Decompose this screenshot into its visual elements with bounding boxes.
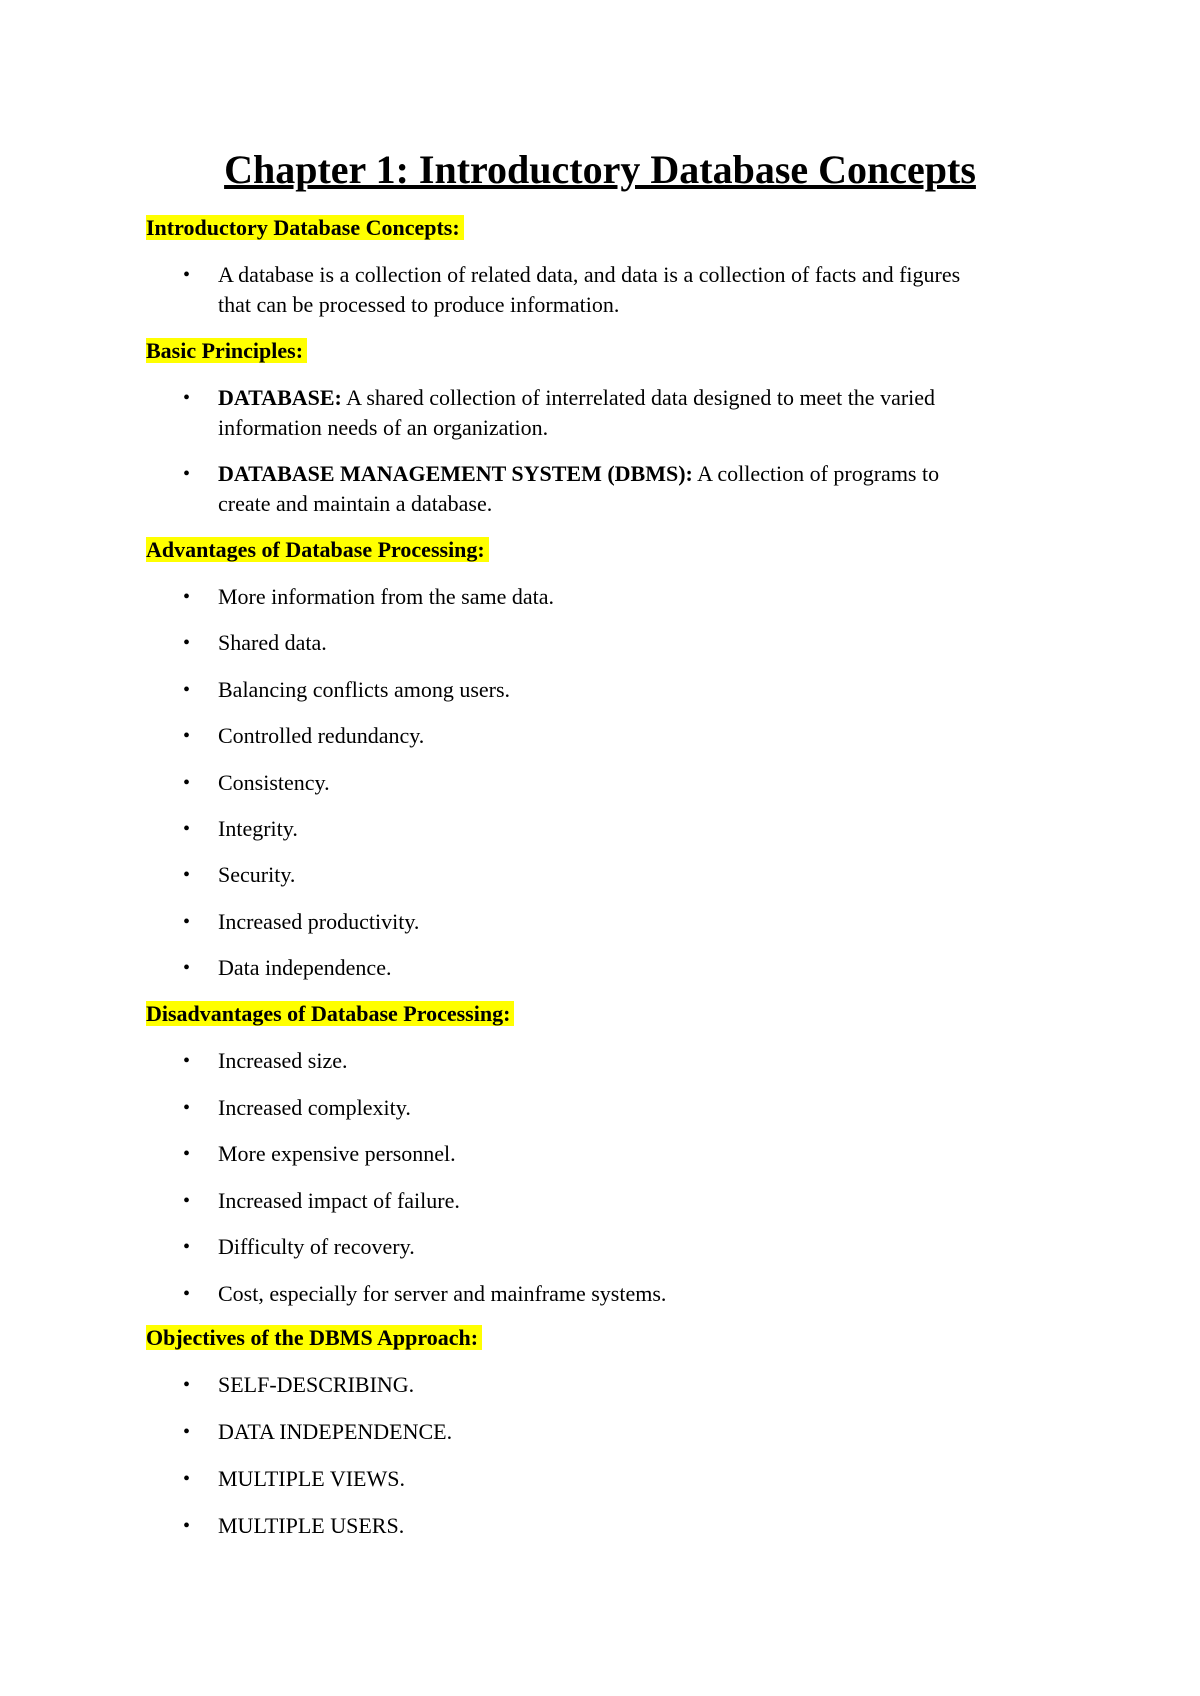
list-item-text: Data independence.	[218, 955, 392, 980]
list-item-text: Difficulty of recovery.	[218, 1234, 415, 1259]
bullet-icon: •	[183, 1143, 191, 1165]
section-heading-intro	[146, 214, 464, 242]
bullet-icon: •	[183, 1468, 191, 1490]
list-item-text: Increased size.	[218, 1048, 348, 1073]
list-item-text: DATA INDEPENDENCE.	[218, 1419, 453, 1444]
bullet-icon: •	[183, 1515, 191, 1537]
section-heading-objectives	[146, 1324, 482, 1352]
list-item-text: Increased complexity.	[218, 1095, 411, 1120]
list-item-text: MULTIPLE USERS.	[218, 1513, 405, 1538]
list-item-text: Cost, especially for server and mainframe systems.	[218, 1281, 667, 1306]
bullet-icon: •	[183, 264, 191, 286]
list-item-text: Controlled redundancy.	[218, 723, 425, 748]
section-heading-basic	[146, 337, 307, 365]
list-item-text: Increased impact of failure.	[218, 1188, 460, 1213]
list-item-text: A collection of programs to	[692, 461, 940, 486]
term-label: DATABASE MANAGEMENT SYSTEM (DBMS):	[218, 461, 693, 486]
bullet-icon: •	[183, 957, 191, 979]
bullet-icon: •	[183, 1097, 191, 1119]
bullet-icon: •	[183, 818, 191, 840]
bullet-icon: •	[183, 1421, 191, 1443]
list-item-text: More information from the same data.	[218, 584, 555, 609]
section-heading-objectives-label: Objectives of the DBMS Approach:	[146, 1325, 482, 1350]
bullet-icon: •	[183, 864, 191, 886]
bullet-icon: •	[183, 463, 191, 485]
section-heading-disadvantages	[146, 1000, 514, 1028]
bullet-icon: •	[183, 679, 191, 701]
list-item-text: Consistency.	[218, 770, 330, 795]
bullet-icon: •	[183, 1190, 191, 1212]
bullet-icon: •	[183, 1283, 191, 1305]
bullet-icon: •	[183, 725, 191, 747]
list-item-text: A database is a collection of related data, and data is a collection of facts and figures	[218, 262, 961, 287]
term-label: DATABASE:	[218, 385, 342, 410]
list-item-text: Security.	[218, 862, 296, 887]
page-title: Chapter 1: Introductory Database Concepts	[224, 147, 976, 192]
bullet-icon: •	[183, 632, 191, 654]
list-item-text: Integrity.	[218, 816, 298, 841]
bullet-icon: •	[183, 586, 191, 608]
list-item-text: Balancing conflicts among users.	[218, 677, 511, 702]
bullet-icon: •	[183, 387, 191, 409]
bullet-icon: •	[183, 772, 191, 794]
list-item-text: SELF-DESCRIBING.	[218, 1372, 415, 1397]
list-item-continuation: that can be processed to produce information.	[218, 292, 620, 317]
list-item-continuation: create and maintain a database.	[218, 491, 493, 516]
section-heading-disadvantages-label: Disadvantages of Database Processing:	[146, 1001, 514, 1026]
section-heading-advantages	[146, 536, 489, 564]
bullet-icon: •	[183, 1374, 191, 1396]
list-item-text: A shared collection of interrelated data designed to meet the varied	[341, 385, 936, 410]
bullet-icon: •	[183, 911, 191, 933]
list-item-text: Increased productivity.	[218, 909, 420, 934]
list-item-continuation: information needs of an organization.	[218, 415, 549, 440]
bullet-icon: •	[183, 1050, 191, 1072]
section-heading-advantages-label: Advantages of Database Processing:	[146, 537, 489, 562]
section-heading-intro-label: Introductory Database Concepts:	[146, 215, 464, 240]
list-item-text: More expensive personnel.	[218, 1141, 456, 1166]
section-heading-basic-label: Basic Principles:	[146, 338, 307, 363]
list-item-text: MULTIPLE VIEWS.	[218, 1466, 405, 1491]
list-item-text: Shared data.	[218, 630, 327, 655]
bullet-icon: •	[183, 1236, 191, 1258]
